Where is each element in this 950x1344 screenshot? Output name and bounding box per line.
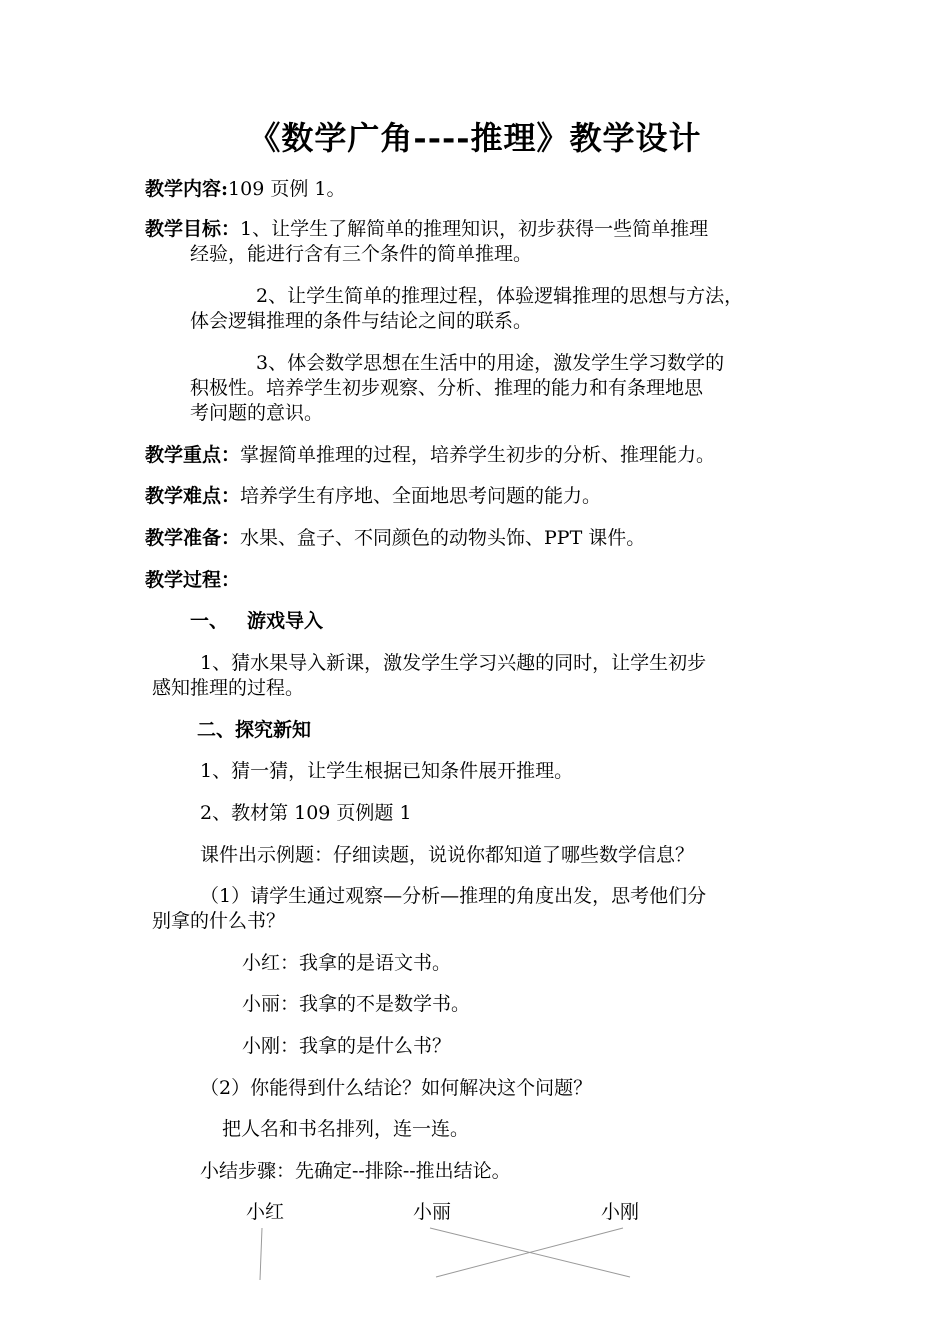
name-xiaohong: 小红 [246,1201,285,1223]
section-1-title: 游戏导入 [247,610,324,632]
question-2: （2）你能得到什么结论？如何解决这个问题？ [200,1077,593,1099]
goal-3-line-3: 考问题的意识。 [190,402,324,424]
name-xiaoli: 小丽 [413,1201,452,1223]
arrange-instruction: 把人名和书名排列，连一连。 [222,1118,470,1140]
key-points-label: 教学重点： [145,444,241,466]
goals-label: 教学目标： [145,218,241,240]
goal-1-line-1 [145,217,708,241]
goal-3-line-1: 3、体会数学思想在生活中的用途，激发学生学习数学的 [256,352,725,374]
name-xiaogang: 小刚 [601,1201,640,1223]
preparation-label: 教学准备： [145,527,241,549]
difficulty-label: 教学难点： [145,485,241,507]
key-points-value: 掌握简单推理的过程，培养学生初步的分析、推理能力。 [240,444,716,466]
goal-2-line-1: 2、让学生简单的推理过程，体验逻辑推理的思想与方法， [256,285,744,307]
s1-paragraph-line-1: 1、猜水果导入新课，激发学生学习兴趣的同时，让学生初步 [200,652,707,674]
question-1-line-2: 别拿的什么书？ [152,910,286,932]
dialog-line-1: 小红：我拿的是语文书。 [242,952,452,974]
goal-2-line-2: 体会逻辑推理的条件与结论之间的联系。 [190,310,533,332]
section-1-number: 一、 [190,610,229,632]
difficulty-value: 培养学生有序地、全面地思考问题的能力。 [240,485,602,507]
summary-steps: 小结步骤：先确定--排除--推出结论。 [200,1160,511,1182]
document-title: 《数学广角----推理》教学设计 [248,119,702,157]
key-points-line [145,443,715,467]
preparation-line [145,526,645,550]
s2-paragraph-2: 2、教材第 109 页例题 1 [200,802,412,824]
content-line [145,177,345,201]
line-xiaoli [430,1228,630,1277]
section-1-heading [190,609,323,633]
s2-paragraph-3: 课件出示例题：仔细读题，说说你都知道了哪些数学信息？ [200,844,695,866]
preparation-value: 水果、盒子、不同颜色的动物头饰、PPT 课件。 [240,527,646,549]
dialog-line-2: 小丽：我拿的不是数学书。 [242,993,471,1015]
s2-paragraph-1: 1、猜一猜，让学生根据已知条件展开推理。 [200,760,574,782]
question-1-line-1: （1）请学生通过观察—分析—推理的角度出发，思考他们分 [200,885,707,907]
content-label: 教学内容: [145,178,229,200]
content-value: 109 页例 1。 [228,178,346,200]
section-2-heading: 二、探究新知 [197,719,312,741]
line-xiaogang [436,1228,623,1277]
process-label: 教学过程： [145,569,241,591]
s1-paragraph-line-2: 感知推理的过程。 [152,677,305,699]
goal-3-line-2: 积极性。培养学生初步观察、分析、推理的能力和有条理地思 [190,377,704,399]
difficulty-line [145,484,601,508]
dialog-line-3: 小刚：我拿的是什么书？ [242,1035,452,1057]
goal-1-text: 1、让学生了解简单的推理知识，初步获得一些简单推理 [240,218,709,240]
line-xiaohong [260,1228,262,1280]
goal-1-line-2: 经验，能进行含有三个条件的简单推理。 [190,243,533,265]
